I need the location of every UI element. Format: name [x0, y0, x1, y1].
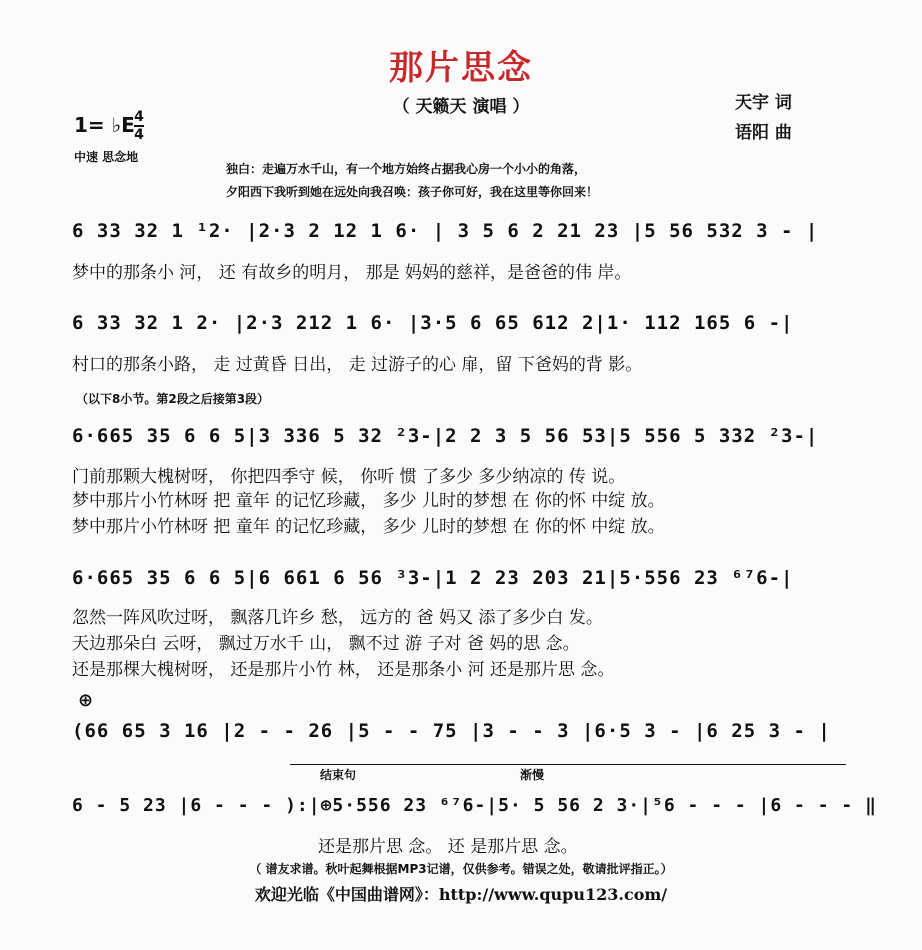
footer-note: （ 谱友求谱。秋叶起舞根据MP3记谱，仅供参考。错误之处，敬请批评指正。） [249, 862, 673, 876]
notation-row-5: (66 65 3 16 |2 - - 26 |5 - - 75 |3 - - 3 |6·5 3 - |6 25 3 - | [72, 720, 831, 742]
lyrics-row-3b: 梦中那片小竹林呀 把 童年 的记忆珍藏， 多少 儿时的梦想 在 你的怀 中绽 放。 [72, 491, 665, 511]
coda-symbol: ⊕ [78, 690, 94, 711]
notation-row-3: 6·665 35 6 6 5|3 336 5 32 ²3-|2 2 3 5 56 53|5 556 5 332 ²3-| [72, 425, 819, 447]
lyrics-row-4b: 天边那朵白 云呀， 飘过万水千 山， 飘不过 游 子对 爸 妈的思 念。 [72, 634, 580, 654]
time-signature-bottom: 4 [134, 127, 144, 143]
lyrics-row-3a: 门前那颗大槐树呀， 你把四季守 候， 你听 惯 了多少 多少纳凉的 传 说。 [72, 467, 626, 487]
ritardando-label: 渐慢 [520, 768, 545, 782]
lyrics-row-3c: 梦中那片小竹林呀 把 童年 的记忆珍藏， 多少 儿时的梦想 在 你的怀 中绽 放。 [72, 517, 665, 537]
ending-label: 结束句 [320, 768, 357, 782]
monologue-line-2: 夕阳西下我听到她在远处向我召唤：孩子你可好，我在这里等你回来！ [226, 185, 599, 199]
notation-row-1: 6 33 32 1 ¹2· |2·3 2 12 1 6· | 3 5 6 2 21 23 |5 56 532 3 - | [72, 220, 819, 242]
notation-row-4: 6·665 35 6 6 5|6 661 6 56 ³3-|1 2 23 203 21|5·556 23 ⁶⁷6-| [72, 567, 794, 589]
key-signature: 1= ♭E [74, 113, 135, 137]
lyrics-row-4a: 忽然一阵风吹过呀， 飘落几许乡 愁， 远方的 爸 妈又 添了多少白 发。 [72, 608, 603, 628]
tempo-marking: 中速 思念地 [74, 150, 139, 164]
notation-row-6: 6 - 5 23 |6 - - - ):|⊕5·556 23 ⁶⁷6-|5· 5 56 2 3·|⁵6 - - - |6 - - - ‖ [72, 795, 877, 816]
lyrics-row-2: 村口的那条小路， 走 过黄昏 日出， 走 过游子的心 扉，留 下爸妈的背 影。 [72, 355, 643, 375]
singer-credit: （ 天籁天 演唱 ） [392, 97, 530, 117]
lyrics-row-4c: 还是那棵大槐树呀， 还是那片小竹 林， 还是那条小 河 还是那片思 念。 [72, 660, 615, 680]
page-title: 那片思念 [389, 48, 533, 88]
footer-site: 欢迎光临《中国曲谱网》：http://www.qupu123.com/ [254, 885, 668, 904]
ending-bracket [290, 764, 846, 765]
notation-row-2: 6 33 32 1 2· |2·3 212 1 6· |3·5 6 65 612 2|1· 112 165 6 -| [72, 312, 794, 334]
monologue-line-1: 独白：走遍万水千山，有一个地方始终占据我心房一个小小的角落， [226, 162, 587, 176]
section-note: （以下8小节。第2段之后接第3段） [76, 392, 270, 406]
lyricist-credit: 天宇 词 [735, 93, 792, 113]
composer-credit: 语阳 曲 [735, 123, 792, 143]
time-signature [134, 110, 144, 142]
lyrics-row-6: 还是那片思 念。 还 是那片思 念。 [318, 837, 578, 857]
lyrics-row-1: 梦中的那条小 河， 还 有故乡的明月， 那是 妈妈的慈祥，是爸爸的伟 岸。 [72, 263, 632, 283]
time-signature-top: 4 [134, 109, 144, 125]
